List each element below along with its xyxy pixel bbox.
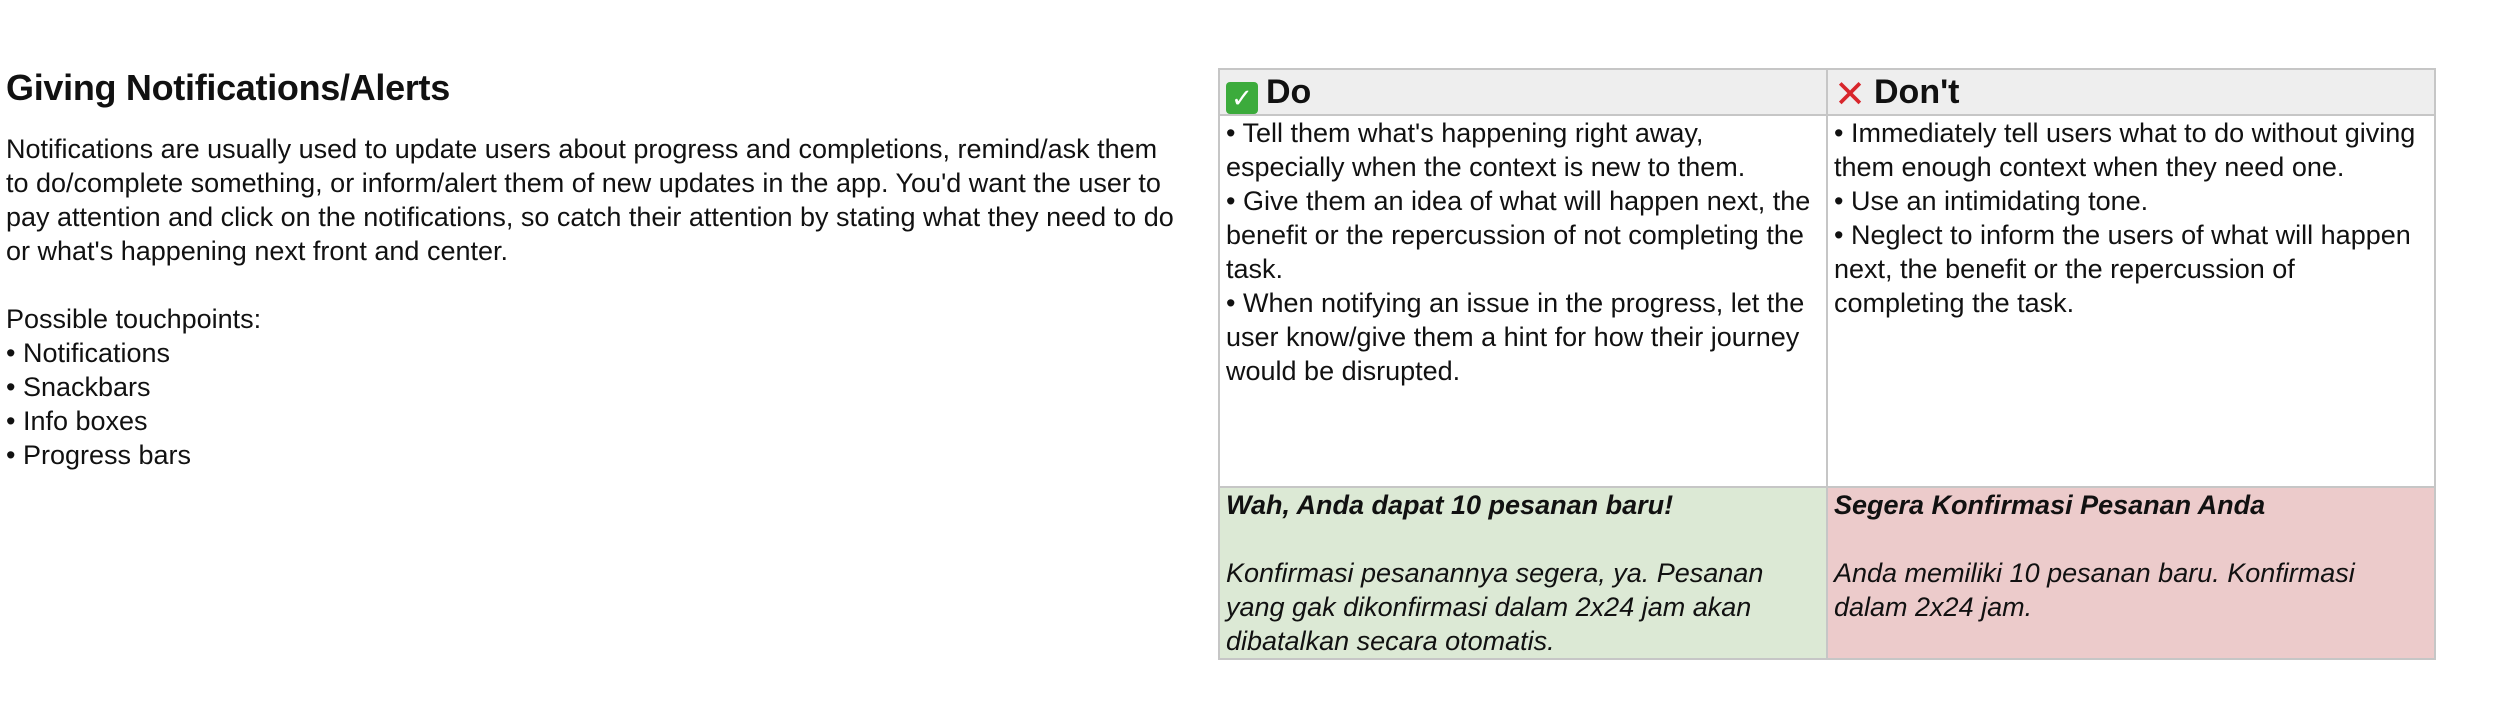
- touchpoints-list: [6, 336, 1176, 472]
- list-item: • Notifications: [6, 336, 1176, 370]
- do-dont-table: [1218, 68, 2436, 660]
- do-example-title: Wah, Anda dapat 10 pesanan baru!: [1226, 490, 1674, 520]
- list-item: • Immediately tell users what to do without giving them enough context when they need one.: [1834, 116, 2428, 184]
- intro-section: [6, 66, 1176, 472]
- dont-guidance-cell: [1827, 115, 2435, 487]
- list-item: • Progress bars: [6, 438, 1176, 472]
- list-item: • Neglect to inform the users of what will happen next, the benefit or the repercussion of completing the task.: [1834, 218, 2428, 320]
- section-description: Notifications are usually used to update users about progress and completions, remind/ask them to do/complete something, or inform/alert them of new updates in the app. You'd want the user to pay attention and click on the notifications, so catch their attention by stating what they need to do or what's happening next front and center.: [6, 134, 1174, 266]
- dont-example-body: Anda memiliki 10 pesanan baru. Konfirmasi dalam 2x24 jam.: [1834, 558, 2355, 622]
- list-item: • When notifying an issue in the progress, let the user know/give them a hint for how their journey would be disrupted.: [1226, 286, 1820, 388]
- table-row: [1219, 115, 2435, 487]
- dont-header: [1827, 69, 2435, 115]
- touchpoints-label: Possible touchpoints:: [6, 304, 262, 334]
- list-item: • Info boxes: [6, 404, 1176, 438]
- do-header: [1219, 69, 1827, 115]
- do-dont-table-wrapper: [1218, 68, 2436, 660]
- cross-mark-icon: ✕: [1834, 74, 1866, 116]
- list-item: • Snackbars: [6, 370, 1176, 404]
- list-item: • Give them an idea of what will happen next, the benefit or the repercussion of not completing the task.: [1226, 184, 1820, 286]
- check-mark-icon: ✓: [1226, 82, 1258, 114]
- do-guidance-list: [1226, 116, 1820, 388]
- dont-example-title: Segera Konfirmasi Pesanan Anda: [1834, 490, 2266, 520]
- list-item: • Use an intimidating tone.: [1834, 184, 2428, 218]
- dont-guidance-list: [1834, 116, 2428, 320]
- table-row: [1219, 487, 2435, 659]
- page-title: Giving Notifications/Alerts: [6, 67, 450, 108]
- dont-example-cell: [1827, 487, 2435, 659]
- dont-header-label: Don't: [1874, 73, 1960, 111]
- do-guidance-cell: [1219, 115, 1827, 487]
- do-example-cell: [1219, 487, 1827, 659]
- table-header-row: [1219, 69, 2435, 115]
- list-item: • Tell them what's happening right away, especially when the context is new to them.: [1226, 116, 1820, 184]
- do-example-body: Konfirmasi pesanannya segera, ya. Pesanan yang gak dikonfirmasi dalam 2x24 jam akan dibatalkan secara otomatis.: [1226, 558, 1764, 656]
- do-header-label: Do: [1266, 73, 1312, 111]
